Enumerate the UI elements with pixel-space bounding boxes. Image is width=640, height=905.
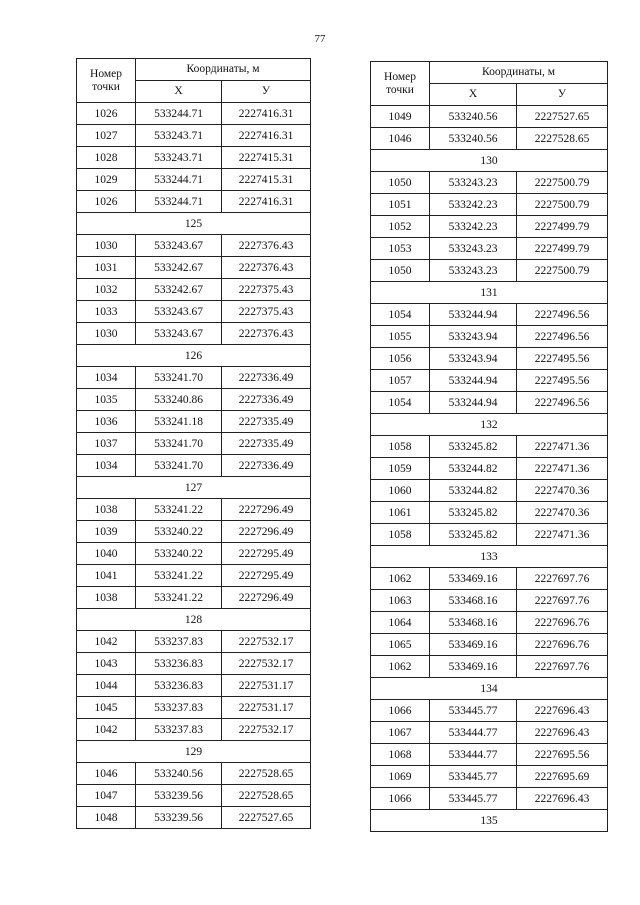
section-row — [77, 477, 311, 499]
x-coordinate-cell: 533240.22 — [136, 543, 222, 565]
table-row — [77, 323, 311, 345]
x-coordinate-cell: 533245.82 — [430, 436, 517, 458]
point-number-cell: 1062 — [371, 656, 430, 678]
x-coordinate-cell: 533242.67 — [136, 257, 222, 279]
point-number-cell: 1065 — [371, 634, 430, 656]
point-number-cell: 1069 — [371, 766, 430, 788]
point-number-cell: 1046 — [77, 763, 136, 785]
x-coordinate-cell: 533243.67 — [136, 235, 222, 257]
point-number-cell: 1057 — [371, 370, 430, 392]
point-number-cell: 1059 — [371, 458, 430, 480]
column-header-coordinates: Координаты, м — [136, 59, 311, 81]
table-row — [371, 590, 608, 612]
y-coordinate-cell: 2227496.56 — [517, 304, 608, 326]
y-coordinate-cell: 2227695.69 — [517, 766, 608, 788]
y-coordinate-cell: 2227296.49 — [222, 499, 311, 521]
y-coordinate-cell: 2227528.65 — [222, 785, 311, 807]
section-number: 129 — [77, 741, 311, 763]
x-coordinate-cell: 533240.56 — [430, 106, 517, 128]
point-number-cell: 1054 — [371, 304, 430, 326]
column-header-point-number: Номер точки — [77, 59, 136, 103]
point-number-cell: 1064 — [371, 612, 430, 634]
table-row — [371, 458, 608, 480]
section-number: 134 — [371, 678, 608, 700]
point-number-cell: 1066 — [371, 700, 430, 722]
x-coordinate-cell: 533243.71 — [136, 147, 222, 169]
y-coordinate-cell: 2227697.76 — [517, 590, 608, 612]
column-header-x: X — [136, 81, 222, 103]
point-number-cell: 1026 — [77, 191, 136, 213]
point-number-cell: 1036 — [77, 411, 136, 433]
x-coordinate-cell: 533239.56 — [136, 785, 222, 807]
table-row — [77, 279, 311, 301]
x-coordinate-cell: 533445.77 — [430, 700, 517, 722]
column-header-y: У — [222, 81, 311, 103]
y-coordinate-cell: 2227528.65 — [222, 763, 311, 785]
x-coordinate-cell: 533245.82 — [430, 502, 517, 524]
x-coordinate-cell: 533469.16 — [430, 656, 517, 678]
x-coordinate-cell: 533242.23 — [430, 194, 517, 216]
x-coordinate-cell: 533444.77 — [430, 722, 517, 744]
x-coordinate-cell: 533243.94 — [430, 326, 517, 348]
y-coordinate-cell: 2227376.43 — [222, 323, 311, 345]
table-row — [371, 524, 608, 546]
point-number-cell: 1058 — [371, 524, 430, 546]
x-coordinate-cell: 533244.94 — [430, 304, 517, 326]
point-number-cell: 1060 — [371, 480, 430, 502]
table-row — [77, 169, 311, 191]
y-coordinate-cell: 2227527.65 — [517, 106, 608, 128]
table-body-right — [371, 106, 608, 832]
table-body-left — [77, 103, 311, 829]
y-coordinate-cell: 2227696.43 — [517, 788, 608, 810]
y-coordinate-cell: 2227335.49 — [222, 433, 311, 455]
section-row — [371, 546, 608, 568]
table-row — [371, 480, 608, 502]
point-number-cell: 1033 — [77, 301, 136, 323]
x-coordinate-cell: 533237.83 — [136, 697, 222, 719]
y-coordinate-cell: 2227471.36 — [517, 436, 608, 458]
table-row — [77, 631, 311, 653]
section-row — [77, 741, 311, 763]
table-row — [77, 147, 311, 169]
section-number: 125 — [77, 213, 311, 235]
table-row — [371, 370, 608, 392]
x-coordinate-cell: 533243.23 — [430, 238, 517, 260]
y-coordinate-cell: 2227471.36 — [517, 524, 608, 546]
x-coordinate-cell: 533236.83 — [136, 653, 222, 675]
section-number: 131 — [371, 282, 608, 304]
x-coordinate-cell: 533239.56 — [136, 807, 222, 829]
table-row — [77, 565, 311, 587]
point-number-cell: 1053 — [371, 238, 430, 260]
table-row — [371, 106, 608, 128]
x-coordinate-cell: 533244.71 — [136, 103, 222, 125]
point-number-cell: 1028 — [77, 147, 136, 169]
point-number-cell: 1031 — [77, 257, 136, 279]
y-coordinate-cell: 2227495.56 — [517, 370, 608, 392]
x-coordinate-cell: 533244.82 — [430, 480, 517, 502]
point-number-cell: 1045 — [77, 697, 136, 719]
section-number: 127 — [77, 477, 311, 499]
table-row — [77, 807, 311, 829]
x-coordinate-cell: 533445.77 — [430, 788, 517, 810]
table-row — [371, 788, 608, 810]
table-row — [77, 675, 311, 697]
point-number-cell: 1044 — [77, 675, 136, 697]
y-coordinate-cell: 2227499.79 — [517, 238, 608, 260]
table-row — [77, 785, 311, 807]
section-number: 128 — [77, 609, 311, 631]
y-coordinate-cell: 2227500.79 — [517, 172, 608, 194]
x-coordinate-cell: 533242.23 — [430, 216, 517, 238]
x-coordinate-cell: 533468.16 — [430, 612, 517, 634]
x-coordinate-cell: 533237.83 — [136, 631, 222, 653]
x-coordinate-cell: 533237.83 — [136, 719, 222, 741]
table-row — [371, 656, 608, 678]
y-coordinate-cell: 2227470.36 — [517, 502, 608, 524]
section-row — [77, 345, 311, 367]
section-row — [77, 609, 311, 631]
y-coordinate-cell: 2227496.56 — [517, 326, 608, 348]
column-header-y: У — [517, 84, 608, 106]
table-row — [77, 543, 311, 565]
point-number-cell: 1063 — [371, 590, 430, 612]
x-coordinate-cell: 533468.16 — [430, 590, 517, 612]
y-coordinate-cell: 2227696.76 — [517, 612, 608, 634]
column-header-point-number: Номер точки — [371, 62, 430, 106]
table-row — [371, 722, 608, 744]
table-row — [371, 128, 608, 150]
x-coordinate-cell: 533240.22 — [136, 521, 222, 543]
section-row — [371, 678, 608, 700]
section-row — [371, 282, 608, 304]
point-number-cell: 1040 — [77, 543, 136, 565]
table-row — [371, 238, 608, 260]
table-row — [371, 216, 608, 238]
x-coordinate-cell: 533236.83 — [136, 675, 222, 697]
y-coordinate-cell: 2227416.31 — [222, 191, 311, 213]
table-row — [77, 257, 311, 279]
y-coordinate-cell: 2227295.49 — [222, 565, 311, 587]
y-coordinate-cell: 2227697.76 — [517, 656, 608, 678]
x-coordinate-cell: 533469.16 — [430, 634, 517, 656]
point-number-cell: 1067 — [371, 722, 430, 744]
y-coordinate-cell: 2227416.31 — [222, 103, 311, 125]
x-coordinate-cell: 533243.23 — [430, 260, 517, 282]
table-row — [371, 744, 608, 766]
column-header-x: X — [430, 84, 517, 106]
x-coordinate-cell: 533241.22 — [136, 499, 222, 521]
table-row — [371, 634, 608, 656]
y-coordinate-cell: 2227471.36 — [517, 458, 608, 480]
x-coordinate-cell: 533241.70 — [136, 433, 222, 455]
y-coordinate-cell: 2227376.43 — [222, 235, 311, 257]
table-row — [371, 766, 608, 788]
point-number-cell: 1050 — [371, 260, 430, 282]
point-number-cell: 1041 — [77, 565, 136, 587]
x-coordinate-cell: 533241.18 — [136, 411, 222, 433]
x-coordinate-cell: 533244.94 — [430, 370, 517, 392]
section-number: 132 — [371, 414, 608, 436]
point-number-cell: 1037 — [77, 433, 136, 455]
point-number-cell: 1039 — [77, 521, 136, 543]
coordinates-table-right — [370, 61, 608, 832]
table-row — [77, 719, 311, 741]
point-number-cell: 1054 — [371, 392, 430, 414]
y-coordinate-cell: 2227528.65 — [517, 128, 608, 150]
point-number-cell: 1034 — [77, 367, 136, 389]
y-coordinate-cell: 2227296.49 — [222, 521, 311, 543]
section-number: 130 — [371, 150, 608, 172]
point-number-cell: 1030 — [77, 323, 136, 345]
x-coordinate-cell: 533242.67 — [136, 279, 222, 301]
table-row — [371, 436, 608, 458]
table-row — [371, 700, 608, 722]
y-coordinate-cell: 2227376.43 — [222, 257, 311, 279]
table-row — [77, 521, 311, 543]
y-coordinate-cell: 2227375.43 — [222, 279, 311, 301]
x-coordinate-cell: 533244.71 — [136, 191, 222, 213]
column-header-coordinates: Координаты, м — [430, 62, 608, 84]
point-number-cell: 1043 — [77, 653, 136, 675]
table-row — [77, 235, 311, 257]
point-number-cell: 1058 — [371, 436, 430, 458]
x-coordinate-cell: 533444.77 — [430, 744, 517, 766]
point-number-cell: 1042 — [77, 719, 136, 741]
x-coordinate-cell: 533240.86 — [136, 389, 222, 411]
table-row — [77, 653, 311, 675]
point-number-cell: 1068 — [371, 744, 430, 766]
x-coordinate-cell: 533243.94 — [430, 348, 517, 370]
point-number-cell: 1061 — [371, 502, 430, 524]
y-coordinate-cell: 2227336.49 — [222, 389, 311, 411]
point-number-cell: 1051 — [371, 194, 430, 216]
x-coordinate-cell: 533243.71 — [136, 125, 222, 147]
table-row — [77, 587, 311, 609]
x-coordinate-cell: 533243.67 — [136, 323, 222, 345]
x-coordinate-cell: 533469.16 — [430, 568, 517, 590]
point-number-cell: 1048 — [77, 807, 136, 829]
table-row — [371, 260, 608, 282]
table-row — [77, 763, 311, 785]
y-coordinate-cell: 2227532.17 — [222, 631, 311, 653]
point-number-cell: 1027 — [77, 125, 136, 147]
table-row — [77, 191, 311, 213]
y-coordinate-cell: 2227696.43 — [517, 700, 608, 722]
x-coordinate-cell: 533241.70 — [136, 367, 222, 389]
table-row — [371, 194, 608, 216]
point-number-cell: 1062 — [371, 568, 430, 590]
y-coordinate-cell: 2227695.56 — [517, 744, 608, 766]
section-number: 135 — [371, 810, 608, 832]
point-number-cell: 1047 — [77, 785, 136, 807]
y-coordinate-cell: 2227697.76 — [517, 568, 608, 590]
table-row — [77, 367, 311, 389]
y-coordinate-cell: 2227336.49 — [222, 367, 311, 389]
y-coordinate-cell: 2227532.17 — [222, 719, 311, 741]
point-number-cell: 1034 — [77, 455, 136, 477]
y-coordinate-cell: 2227532.17 — [222, 653, 311, 675]
section-row — [77, 213, 311, 235]
x-coordinate-cell: 533244.94 — [430, 392, 517, 414]
x-coordinate-cell: 533244.71 — [136, 169, 222, 191]
table-row — [371, 304, 608, 326]
table-row — [371, 348, 608, 370]
x-coordinate-cell: 533241.22 — [136, 587, 222, 609]
x-coordinate-cell: 533240.56 — [136, 763, 222, 785]
section-row — [371, 414, 608, 436]
table-row — [371, 612, 608, 634]
y-coordinate-cell: 2227531.17 — [222, 697, 311, 719]
y-coordinate-cell: 2227531.17 — [222, 675, 311, 697]
y-coordinate-cell: 2227336.49 — [222, 455, 311, 477]
section-row — [371, 150, 608, 172]
point-number-cell: 1042 — [77, 631, 136, 653]
point-number-cell: 1055 — [371, 326, 430, 348]
section-row — [371, 810, 608, 832]
y-coordinate-cell: 2227495.56 — [517, 348, 608, 370]
point-number-cell: 1030 — [77, 235, 136, 257]
point-number-cell: 1049 — [371, 106, 430, 128]
table-row — [77, 389, 311, 411]
point-number-cell: 1026 — [77, 103, 136, 125]
section-number: 126 — [77, 345, 311, 367]
x-coordinate-cell: 533243.67 — [136, 301, 222, 323]
point-number-cell: 1052 — [371, 216, 430, 238]
table-row — [77, 433, 311, 455]
y-coordinate-cell: 2227296.49 — [222, 587, 311, 609]
table-row — [77, 125, 311, 147]
x-coordinate-cell: 533243.23 — [430, 172, 517, 194]
point-number-cell: 1038 — [77, 587, 136, 609]
y-coordinate-cell: 2227470.36 — [517, 480, 608, 502]
y-coordinate-cell: 2227496.56 — [517, 392, 608, 414]
x-coordinate-cell: 533445.77 — [430, 766, 517, 788]
point-number-cell: 1029 — [77, 169, 136, 191]
y-coordinate-cell: 2227500.79 — [517, 194, 608, 216]
table-row — [77, 301, 311, 323]
point-number-cell: 1035 — [77, 389, 136, 411]
table-row — [371, 172, 608, 194]
table-row — [77, 455, 311, 477]
table-row — [77, 411, 311, 433]
section-number: 133 — [371, 546, 608, 568]
y-coordinate-cell: 2227696.76 — [517, 634, 608, 656]
table-row — [77, 103, 311, 125]
page-number: 77 — [314, 33, 326, 45]
coordinates-table-left — [76, 58, 311, 829]
x-coordinate-cell: 533245.82 — [430, 524, 517, 546]
point-number-cell: 1066 — [371, 788, 430, 810]
point-number-cell: 1032 — [77, 279, 136, 301]
y-coordinate-cell: 2227375.43 — [222, 301, 311, 323]
y-coordinate-cell: 2227696.43 — [517, 722, 608, 744]
point-number-cell: 1056 — [371, 348, 430, 370]
point-number-cell: 1038 — [77, 499, 136, 521]
table-row — [371, 392, 608, 414]
y-coordinate-cell: 2227335.49 — [222, 411, 311, 433]
point-number-cell: 1050 — [371, 172, 430, 194]
y-coordinate-cell: 2227415.31 — [222, 147, 311, 169]
x-coordinate-cell: 533240.56 — [430, 128, 517, 150]
y-coordinate-cell: 2227499.79 — [517, 216, 608, 238]
y-coordinate-cell: 2227527.65 — [222, 807, 311, 829]
y-coordinate-cell: 2227415.31 — [222, 169, 311, 191]
table-row — [77, 697, 311, 719]
table-row — [371, 502, 608, 524]
table-row — [371, 326, 608, 348]
x-coordinate-cell: 533241.22 — [136, 565, 222, 587]
y-coordinate-cell: 2227295.49 — [222, 543, 311, 565]
table-row — [371, 568, 608, 590]
x-coordinate-cell: 533244.82 — [430, 458, 517, 480]
x-coordinate-cell: 533241.70 — [136, 455, 222, 477]
y-coordinate-cell: 2227416.31 — [222, 125, 311, 147]
table-row — [77, 499, 311, 521]
y-coordinate-cell: 2227500.79 — [517, 260, 608, 282]
point-number-cell: 1046 — [371, 128, 430, 150]
